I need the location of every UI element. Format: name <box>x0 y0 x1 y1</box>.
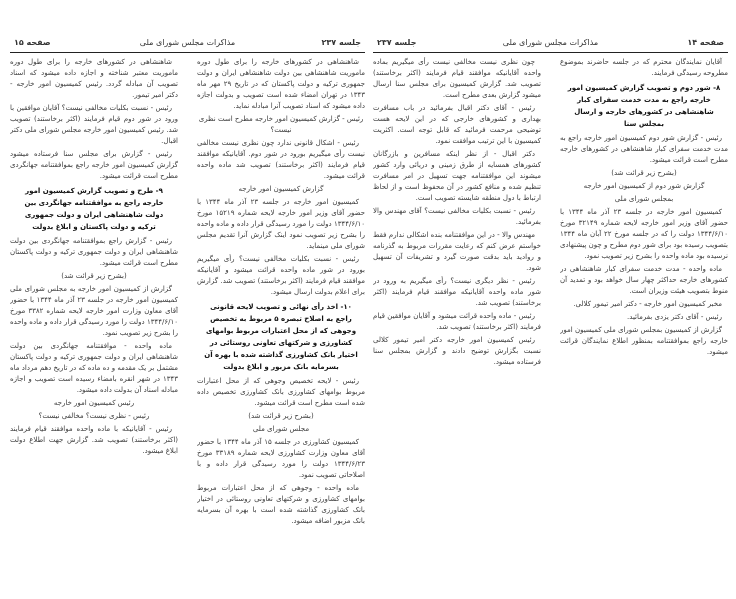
centered-line: گزارش شور دوم از کمیسیون امور خارجه <box>583 182 705 190</box>
paragraph: کمیسیون کشاورزی در جلسه ۱۵ آذر ماه ۱۳۴۴ با حضور آقای معاون وزارت کشاورزی لایحه شماره ۳۳۱۸۹ مورخ ۱۳۴۴/۶/۲۳ دولت را مورد رسیدگی قرار داده و با اصلاحاتی تصویب نمود. <box>197 438 365 479</box>
text-column <box>10 57 178 595</box>
left-page <box>10 0 365 599</box>
centered-line: (بشرح زیر قرائت شد) <box>611 169 677 177</box>
centered-line: رئیس کمیسیون امور خارجه <box>53 399 135 407</box>
page-header <box>373 38 728 50</box>
centered-line: بمجلس شورای ملی <box>614 195 674 203</box>
paragraph: گزارش از کمیسیون امور خارجه به مجلس شورای ملی کمیسیون امور خارجه در جلسه ۲۳ آذر ماه ۱۳۴۴ با حضور آقای معاون وزارت امور خارجه لایحه شماره ۳۳۸۲ مورخ ۱۳۴۴/۶/۱۰ دولت را مورد رسیدگی قرار داده و ماده واحده را بشرح زیر تصویب نمود. <box>10 285 178 337</box>
agenda-heading: ۱۰- اخذ رأی نهائی و تصویب لایحه قانونی راجع به اصلاح تبصره ۵ مربوط به تخصیص وجوهی که از محل اعتبارات مربوط بوامهای کشاورزی و شرکتهای تعاونی روستائی در اختیار بانک کشاورزی گذاشته شده با بهره آن بسرمایه بانک مزبور و ابلاغ بدولت <box>204 303 358 371</box>
text-column <box>373 57 541 595</box>
page-header <box>10 38 365 50</box>
agenda-heading: ۸- شور دوم و تصویب گزارش کمیسیون امور خارجه راجع به مدت خدمت سفرای کبار شاهنشاهی در کشورهای خارجه و ارسال بمجلس سنا <box>567 84 721 128</box>
right-page <box>373 0 728 599</box>
centered-line: رئیس - گزارش کمیسیون امور خارجه مطرح است نظری نیست؟ <box>198 115 364 134</box>
paragraph: ماده واحده - مدت خدمت سفرای کبار شاهنشاهی در کشورهای خارجه حداکثر چهار سال خواهد بود و تمدید آن منوط بتصویب هیئت وزیران است. <box>560 265 728 295</box>
centered-line: (بشرح زیر قرائت شد) <box>61 272 127 280</box>
running-title: مذاکرات مجلس شورای ملی <box>139 38 236 47</box>
paragraph: رئیس - اشکال قانونی ندارد چون نظری نیست مخالفی نیست رأی میگیریم بورود در شور دوم. آقایانیکه موافقند قیام فرمایند (اکثر برخاستند) تصویب شد ماده واحده قرائت میشود. <box>197 139 365 180</box>
paragraph: مهندس والا - در این موافقتنامه بنده اشکالی ندارم فقط خواستم عرض کنم که رعایت مقررات مربوط به گذرنامه و روادید باید بدقت صورت گیرد و تشریفات آن تسهیل شود. <box>373 231 541 272</box>
centered-line: مجلس شورای ملی <box>252 425 310 433</box>
paragraph: ماده واحده - موافقتنامه جهانگردی بین دولت شاهنشاهی ایران و دولت جمهوری ترکیه و دولت پاکستان مشتمل بر یک مقدمه و ده ماده که در تاریخ دهم مرداد ماه ۱۳۴۳ در شهر انقره بامضاء رسیده است تصویب و اجازه مبادله اسناد آن بدولت داده میشود. <box>10 342 178 394</box>
paragraph: رئیس - ماده واحده قرائت میشود و آقایان موافقین قیام فرمایند (اکثر برخاستند) تصویب شد. <box>373 312 541 331</box>
paragraph: شاهنشاهی در کشورهای خارجه را برای طول دوره ماموریت معتبر شناخته و اجازه داده میشود که اسناد تصویب آن مبادله گردد. رئیس کمیسیون امور خارجه - دکتر امیر تیمور. <box>10 58 178 99</box>
paragraph: رئیس - گزارش راجع بموافقتنامه جهانگردی بین دولت شاهنشاهی ایران و دولت جمهوری ترکیه و دولت پاکستان مطرح است قرائت میشود. <box>10 237 178 267</box>
text-column <box>560 57 728 595</box>
session-number: جلسه ۲۳۷ <box>321 38 361 47</box>
paragraph: رئیس - گزارش شور دوم کمیسیون امور خارجه راجع به مدت خدمت سفرای کبار شاهنشاهی در کشورهای خارجه مطرح است قرائت میشود. <box>560 134 728 164</box>
paragraph: ماده واحده - وجوهی که از محل اعتبارات مربوط بوامهای کشاورزی و شرکتهای تعاونی روستائی در اختیار بانک کشاورزی گذاشته شده است با بهره آن بسرمایه بانک مزبور اضافه میشود. <box>197 484 365 525</box>
paragraph: رئیس - نظر دیگری نیست؟ رأی میگیریم به ورود در شور ماده واحده آقایانیکه موافقند قیام فرمایند (اکثر برخاستند) تصویب شد. <box>373 277 541 307</box>
paragraph: رئیس - آقایانیکه با ماده واحده موافقند قیام فرمایند (اکثر برخاستند) تصویب شد. گزارش جهت اطلاع دولت ابلاغ میشود. <box>10 425 178 455</box>
paragraph: رئیس - لایحه تخصیص وجوهی که از محل اعتبارات مربوط بوامهای کشاورزی بانک کشاورزی تخصیص داده شده است مطرح است قرائت میشود. <box>197 377 365 407</box>
paragraph: دکتر اقبال - از نظر اینکه مسافرین و بازرگانان کشورهای همسایه از طرق زمینی و دریائی وارد کشور میشوند این موافقتنامه جهت تسهیل در امر مسافرت تنظیم شده و منافع کشور در آن محفوظ است و از لحاظ ارتباط با دول منطقه شایسته تصویب است. <box>373 150 541 202</box>
paragraph: آقایان نمایندگان محترم که در جلسه حاضرند بموضوع مطروحه رسیدگی فرمایند. <box>560 58 728 77</box>
centered-line: گزارش کمیسیون امور خارجه <box>238 185 324 193</box>
page-number: صفحه ۱۵ <box>14 38 51 47</box>
paragraph: شاهنشاهی در کشورهای خارجه را برای طول دوره ماموریت شاهنشاهی بین دولت شاهنشاهی ایران و دولت جمهوری ترکیه و دولت پاکستان که در تاریخ ۲۹ مهر ماه ۱۳۴۳ در تهران امضاء شده است تصویب و بدولت اجازه داده میشود که اسناد تصویب آنرا مبادله نماید. <box>197 58 365 110</box>
paragraph: رئیس کمیسیون امور خارجه دکتر امیر تیمور کلالی نسبت بگزارش توضیح دادند و گزارش بمجلس سنا فرستاده میشود. <box>373 336 541 366</box>
paragraph: رئیس - آقای دکتر اقبال بفرمائید در باب مسافرت بهداری و کشورهای خارجی که در این لایحه هست توضیحی مرحمت فرمائید که قابل توجه است. اکثریت کمیسیون با این ترتیب موافقت نمود. <box>373 104 541 145</box>
header-rule <box>10 52 365 53</box>
paragraph: رئیس - نسبت بکلیات مخالفی نیست؟ آقایان موافقین با ورود در شور دوم قیام فرمایند (اکثر برخاستند) تصویب شد. رئیس کمیسیون امور خارجه مجلس شورای ملی دکتر اقبال. <box>10 104 178 145</box>
page-number: صفحه ۱۴ <box>687 38 724 47</box>
paragraph: رئیس - آقای دکتر یزدی بفرمائید. <box>627 313 722 321</box>
paragraph: رئیس - نسبت بکلیات مخالفی نیست؟ آقای مهندس والا بفرمائید. <box>373 207 541 226</box>
paragraph: رئیس - نسبت بکلیات مخالفی نیست؟ رأی میگیریم بورود در شور ماده واحده قرائت میشود و آقایانیکه موافقند قیام فرمایند (اکثر برخاستند) تصویب شد. گزارش برای اعلام بدولت ارسال میشود. <box>197 255 365 296</box>
paragraph: چون نظری نیست مخالفی نیست رأی میگیریم بماده واحده آقایانیکه موافقند قیام فرمایند (اکثر برخاستند) تصویب شد. گزارش کمیسیون برای مجلس سنا ارسال میشود گزارش بعدی مطرح است. <box>373 58 541 99</box>
agenda-heading: ۹- طرح و تصویب گزارش کمیسیون امور خارجه راجع به موافقتنامه جهانگردی بین دولت شاهنشاهی ایران و دولت جمهوری ترکیه و دولت پاکستان و ابلاغ بدولت <box>24 187 164 231</box>
session-number: جلسه ۲۳۷ <box>377 38 417 47</box>
paragraph: مخبر کمیسیون امور خارجه - دکتر امیر تیمور کلالی. <box>573 300 722 308</box>
paragraph: گزارش از کمیسیون بمجلس شورای ملی کمیسیون امور خارجه راجع بموافقتنامه بمنظور اطلاع نمایندگان قرائت میشود. <box>560 326 728 356</box>
paragraph: رئیس - گزارش برای مجلس سنا فرستاده میشود گزارش کمیسیون امور خارجه راجع بموافقتنامه جهانگردی مطرح است قرائت میشود. <box>10 150 178 180</box>
centered-line: (بشرح زیر قرائت شد) <box>248 412 314 420</box>
paragraph: کمیسیون امور خارجه در جلسه ۲۳ آذر ماه ۱۳۴۴ با حضور آقای وزیر امور خارجه لایحه شماره ۳۲۱۴۹ مورخ ۱۳۴۴/۶/۱۰ دولت را که در جلسه مورخ ۲۲ آبان ماه ۱۳۴۴ بتصویب رسیده بود برای شور دوم مطرح و چون پیشنهادی نرسیده بود ماده واحده را بشرح زیر تصویب نمود. <box>560 208 728 260</box>
centered-line: رئیس - نظری نیست؟ مخالفی نیست؟ <box>38 412 150 420</box>
header-rule <box>373 52 728 53</box>
paragraph: کمیسیون امور خارجه در جلسه ۲۳ آذر ماه ۱۳۴۴ با حضور آقای وزیر امور خارجه لایحه شماره ۱۵۲۱۹ مورخ ۱۳۴۴/۶/۱۰ دولت را مورد رسیدگی قرار داده و ماده واحده را بشرح زیر تصویب نمود اینک گزارش آنرا تقدیم مجلس شورای ملی مینماید. <box>197 198 365 250</box>
text-column <box>197 57 365 595</box>
running-title: مذاکرات مجلس شورای ملی <box>502 38 599 47</box>
